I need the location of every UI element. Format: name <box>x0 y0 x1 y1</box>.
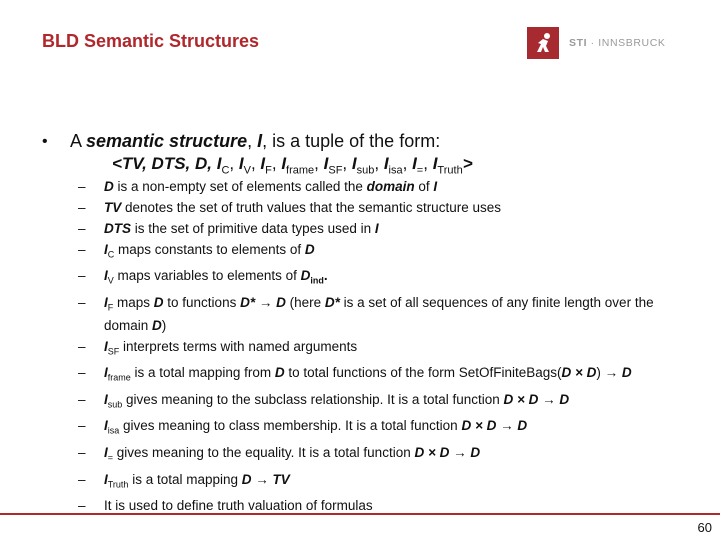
page-number: 60 <box>697 520 712 535</box>
list-item: – $I_{SF}$ interprets terms with named arguments <box>78 338 358 357</box>
definition-list <box>78 178 678 518</box>
logo-separator: · <box>587 37 599 49</box>
list-item: – $I_V$ maps variables to elements of $D_{ind}$. <box>78 268 328 286</box>
bullet-marker: • <box>42 133 48 150</box>
semantic-structure-tuple: <TV, DTS, D, $I_C$, $I_V$, $I_F$, $I_{frame}$, $I_{SF}$, $I_{sub}$, $I_{isa}$, $I_=$, $I_{Truth}>$ <box>112 154 473 177</box>
bullet-lead: A semantic structure, I, is a tuple of the form: <box>70 131 441 151</box>
list-item: – It is used to define truth valuation of formulas <box>78 498 373 514</box>
list-item: – $I_{isa}$ gives meaning to class membership. It is a total function D × D → D <box>78 418 528 437</box>
list-item: – $I_{frame}$ is a total mapping from D to total functions of the form SetOfFiniteBags(D × D) → D <box>78 365 632 383</box>
list-item: – $I_{Truth}$ is a total mapping D → TV <box>78 471 290 490</box>
list-item: – $I_=$ gives meaning to the equality. It is a total function D × D → D <box>78 445 481 463</box>
list-item: – $I_{sub}$ gives meaning to the subclass relationship. It is a total function D × D → D <box>78 391 570 410</box>
slide-title: BLD Semantic Structures <box>42 31 260 51</box>
list-item: – $I_F$ maps D to functions D* → D (here D* is a set of all sequences of any finite length over the domain D) <box>78 294 654 333</box>
sti-innsbruck-logo <box>527 27 666 59</box>
logo-brand: STI <box>569 37 588 49</box>
list-item: – TV denotes the set of truth values that the semantic structure uses <box>78 199 501 215</box>
footer-divider <box>0 513 720 515</box>
list-item: – D is a non-empty set of elements called the domain of I <box>78 179 438 194</box>
list-item: – $I_C$ maps constants to elements of D <box>78 241 315 260</box>
sti-person-icon <box>527 27 559 59</box>
logo-location: INNSBRUCK <box>598 37 666 49</box>
logo-wordmark <box>569 37 666 49</box>
list-item: – DTS is the set of primitive data types used in I <box>78 220 379 236</box>
